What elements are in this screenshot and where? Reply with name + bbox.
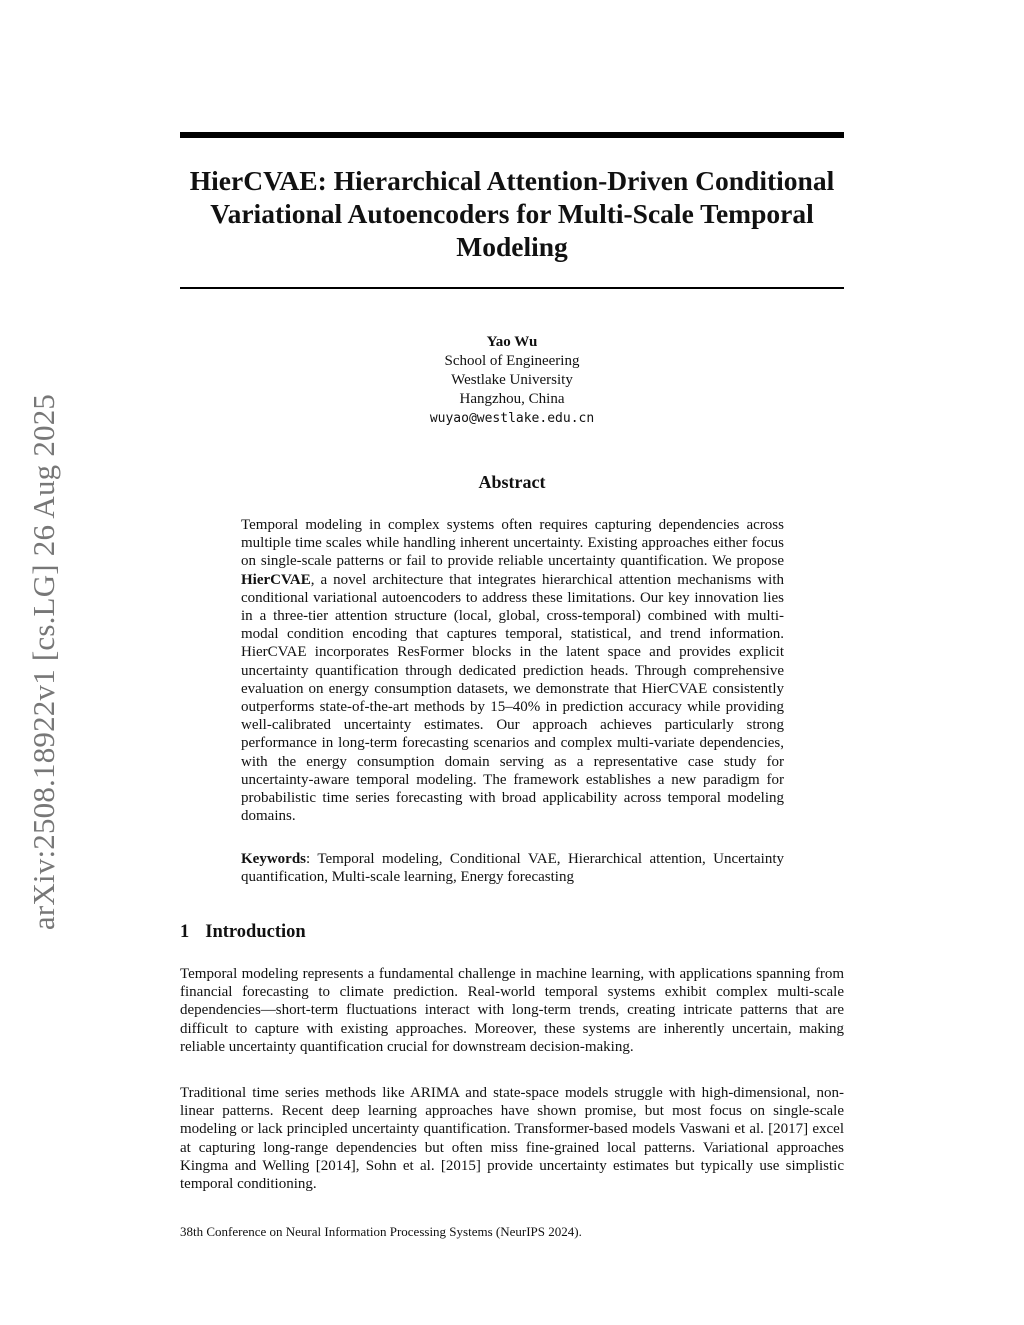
title-bottom-rule xyxy=(180,287,844,289)
section-number: 1 xyxy=(180,922,190,942)
section-title: Introduction xyxy=(205,922,306,942)
author-email: wuyao@westlake.edu.cn xyxy=(429,411,595,426)
paper-title: HierCVAE: Hierarchical Attention-Driven Conditional Variational Autoencoders for Multi-Scale Temporal Modeling xyxy=(189,165,835,262)
abstract-heading: Abstract xyxy=(478,472,546,492)
author-department: School of Engineering xyxy=(444,353,580,369)
author-block xyxy=(362,333,662,428)
author-name: Yao Wu xyxy=(486,334,538,350)
abstract-model-name: HierCVAE xyxy=(241,571,311,588)
abstract-text-part1: Temporal modeling in complex systems often requires capturing dependencies across multiple time scales while handling inherent uncertainty. Existing approaches either focus on single-scale patterns or fail to provide reliable uncertainty quantification. We propose xyxy=(241,517,784,570)
conference-footnote: 38th Conference on Neural Information Processing Systems (NeurIPS 2024). xyxy=(180,1224,582,1239)
keywords-text: : Temporal modeling, Conditional VAE, Hierarchical attention, Uncertainty quantification, Multi-scale learning, Energy forecasting xyxy=(241,851,784,886)
section-heading-introduction xyxy=(180,922,306,943)
intro-paragraph-2: Traditional time series methods like ARIMA and state-space models struggle with high-dimensional, non-linear patterns. Recent deep learning approaches have shown promise, but most focus on single-scale modeling or lack principled uncertainty quantification. Transformer-based models Vaswani et al. [2017] excel at capturing long-range dependencies but often miss fine-grained local patterns. Variational approaches Kingma and Welling [2014], Sohn et al. [2015] provide uncertainty estimates but typically use simplistic temporal conditioning. xyxy=(180,1085,844,1193)
author-institution: Westlake University xyxy=(451,372,573,388)
abstract-text-part2: , a novel architecture that integrates hierarchical attention mechanisms with conditional variational autoencoders to address these limitations. Our key innovation lies in a three-tier attention structure (local, global, cross-temporal) combined with multi-modal condition encoding that captures temporal, statistical, and trend information. HierCVAE incorporates ResFormer blocks in the latent space and provides explicit uncertainty quantification through dedicated prediction heads. Through comprehensive evaluation on energy consumption datasets, we demonstrate that HierCVAE consistently outperforms state-of-the-art methods by 15–40% in prediction accuracy while providing well-calibrated uncertainty estimates. Our approach achieves particularly strong performance in long-term forecasting scenarios and complex multi-variate dependencies, with the energy consumption domain serving as a representative case study for uncertainty-aware temporal modeling. The framework establishes a new paradigm for probabilistic time series forecasting with broad applicability across temporal modeling domains. xyxy=(241,571,784,825)
intro-paragraph-1: Temporal modeling represents a fundamental challenge in machine learning, with applications spanning from financial forecasting to climate prediction. Real-world temporal systems exhibit complex multi-scale dependencies—short-term fluctuations interact with long-term trends, creating intricate patterns that are difficult to capture with existing approaches. Moreover, these systems are inherently uncertain, making reliable uncertainty quantification crucial for downstream decision-making. xyxy=(180,966,844,1055)
author-location: Hangzhou, China xyxy=(459,391,565,407)
keywords xyxy=(241,850,784,886)
abstract-text xyxy=(241,516,784,825)
keywords-label: Keywords xyxy=(241,851,306,867)
title-top-rule xyxy=(180,132,844,138)
arxiv-identifier: arXiv:2508.18922v1 [cs.LG] 26 Aug 2025 xyxy=(26,393,61,931)
